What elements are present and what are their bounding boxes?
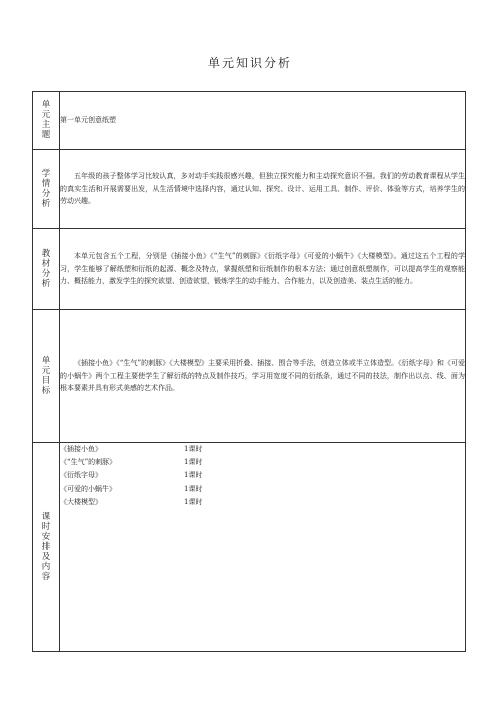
label-cell [33,229,60,310]
label-cell [33,443,60,652]
schedule-item-title: 《“生气”的刺豚》 [60,458,117,467]
row-materials-analysis [33,229,466,310]
row-unit-goals [33,310,466,443]
row-schedule [33,443,466,652]
schedule-item-title: 《大楼模型》 [60,497,102,506]
row-label-schedule: 课时安排及内容 [41,511,51,582]
schedule-item-hours: 1课时 [184,484,203,493]
row-unit-theme [33,92,466,150]
row-label-theme: 单元主题 [41,100,51,140]
goals-cell [60,310,466,443]
row-label-goals: 单元目标 [41,355,51,396]
schedule-item [60,496,465,509]
theme-content: 第一单元创意纸塑 [60,92,466,150]
schedule-item-hours: 1课时 [184,497,203,506]
materials-content: 本单元包含五个工程，分别是《插接小鱼》《“生气”的刺豚》《衍纸字母》《可爱的小蜗牛》《大楼模型》。通过这五个工程的学习，学生能够了解纸塑和衍纸的起源、概念及特点，掌握纸塑和衍纸制作的根本方法；通过创意纸塑制作，可以提高学生的观察能力、概括能力，激发学生的探究欲望、创造欲望，锻炼学生的动手能力、合作能力，以及创造美、装点生活的能力。 [60,252,465,286]
schedule-item [60,456,465,469]
materials-cell [60,229,466,310]
analysis-table [32,91,466,652]
learning-content: 五年级的孩子整体学习比较认真，多对动手实践很感兴趣，但独立探究能力和主动探究意识不强。我们的劳动教育课程从学生的真实生活和开展需要出发，从生活情境中选择内容，通过认知、探究、设计、运用工具、制作、评价、体验等方式，培养学生的劳动兴趣。 [60,172,465,206]
schedule-item [60,483,465,496]
learning-cell [60,150,466,229]
schedule-item-hours: 1课时 [184,458,203,467]
schedule-cell [60,443,466,652]
schedule-item-title: 《插接小鱼》 [60,445,102,453]
schedule-item-hours: 1课时 [184,445,203,453]
page-title: 单元知识分析 [207,56,292,70]
label-cell [33,310,60,443]
row-learning-analysis [33,150,466,229]
row-label-learning: 学情分析 [41,168,51,209]
schedule-item [60,469,465,482]
schedule-item [60,443,465,456]
label-cell [33,92,60,150]
schedule-item-hours: 1课时 [184,471,203,480]
goals-content: 《插接小鱼》《“生气”的刺豚》《大楼模型》主要采用折叠、插接、围合等手法，创造立体或半立体造型。《衍纸字母》和《可爱的小蜗牛》两个工程主要使学生了解衍纸的特点及制作技巧，学习用宽度不同的衍纸条，通过不同的技法，制作出以点、线、面为根本要素并具有形式美感的艺术作品。 [60,359,465,393]
schedule-item-title: 《可爱的小蜗牛》 [60,484,116,493]
schedule-item-title: 《衍纸字母》 [60,471,102,480]
row-label-materials: 教材分析 [41,248,51,289]
label-cell [33,150,60,229]
